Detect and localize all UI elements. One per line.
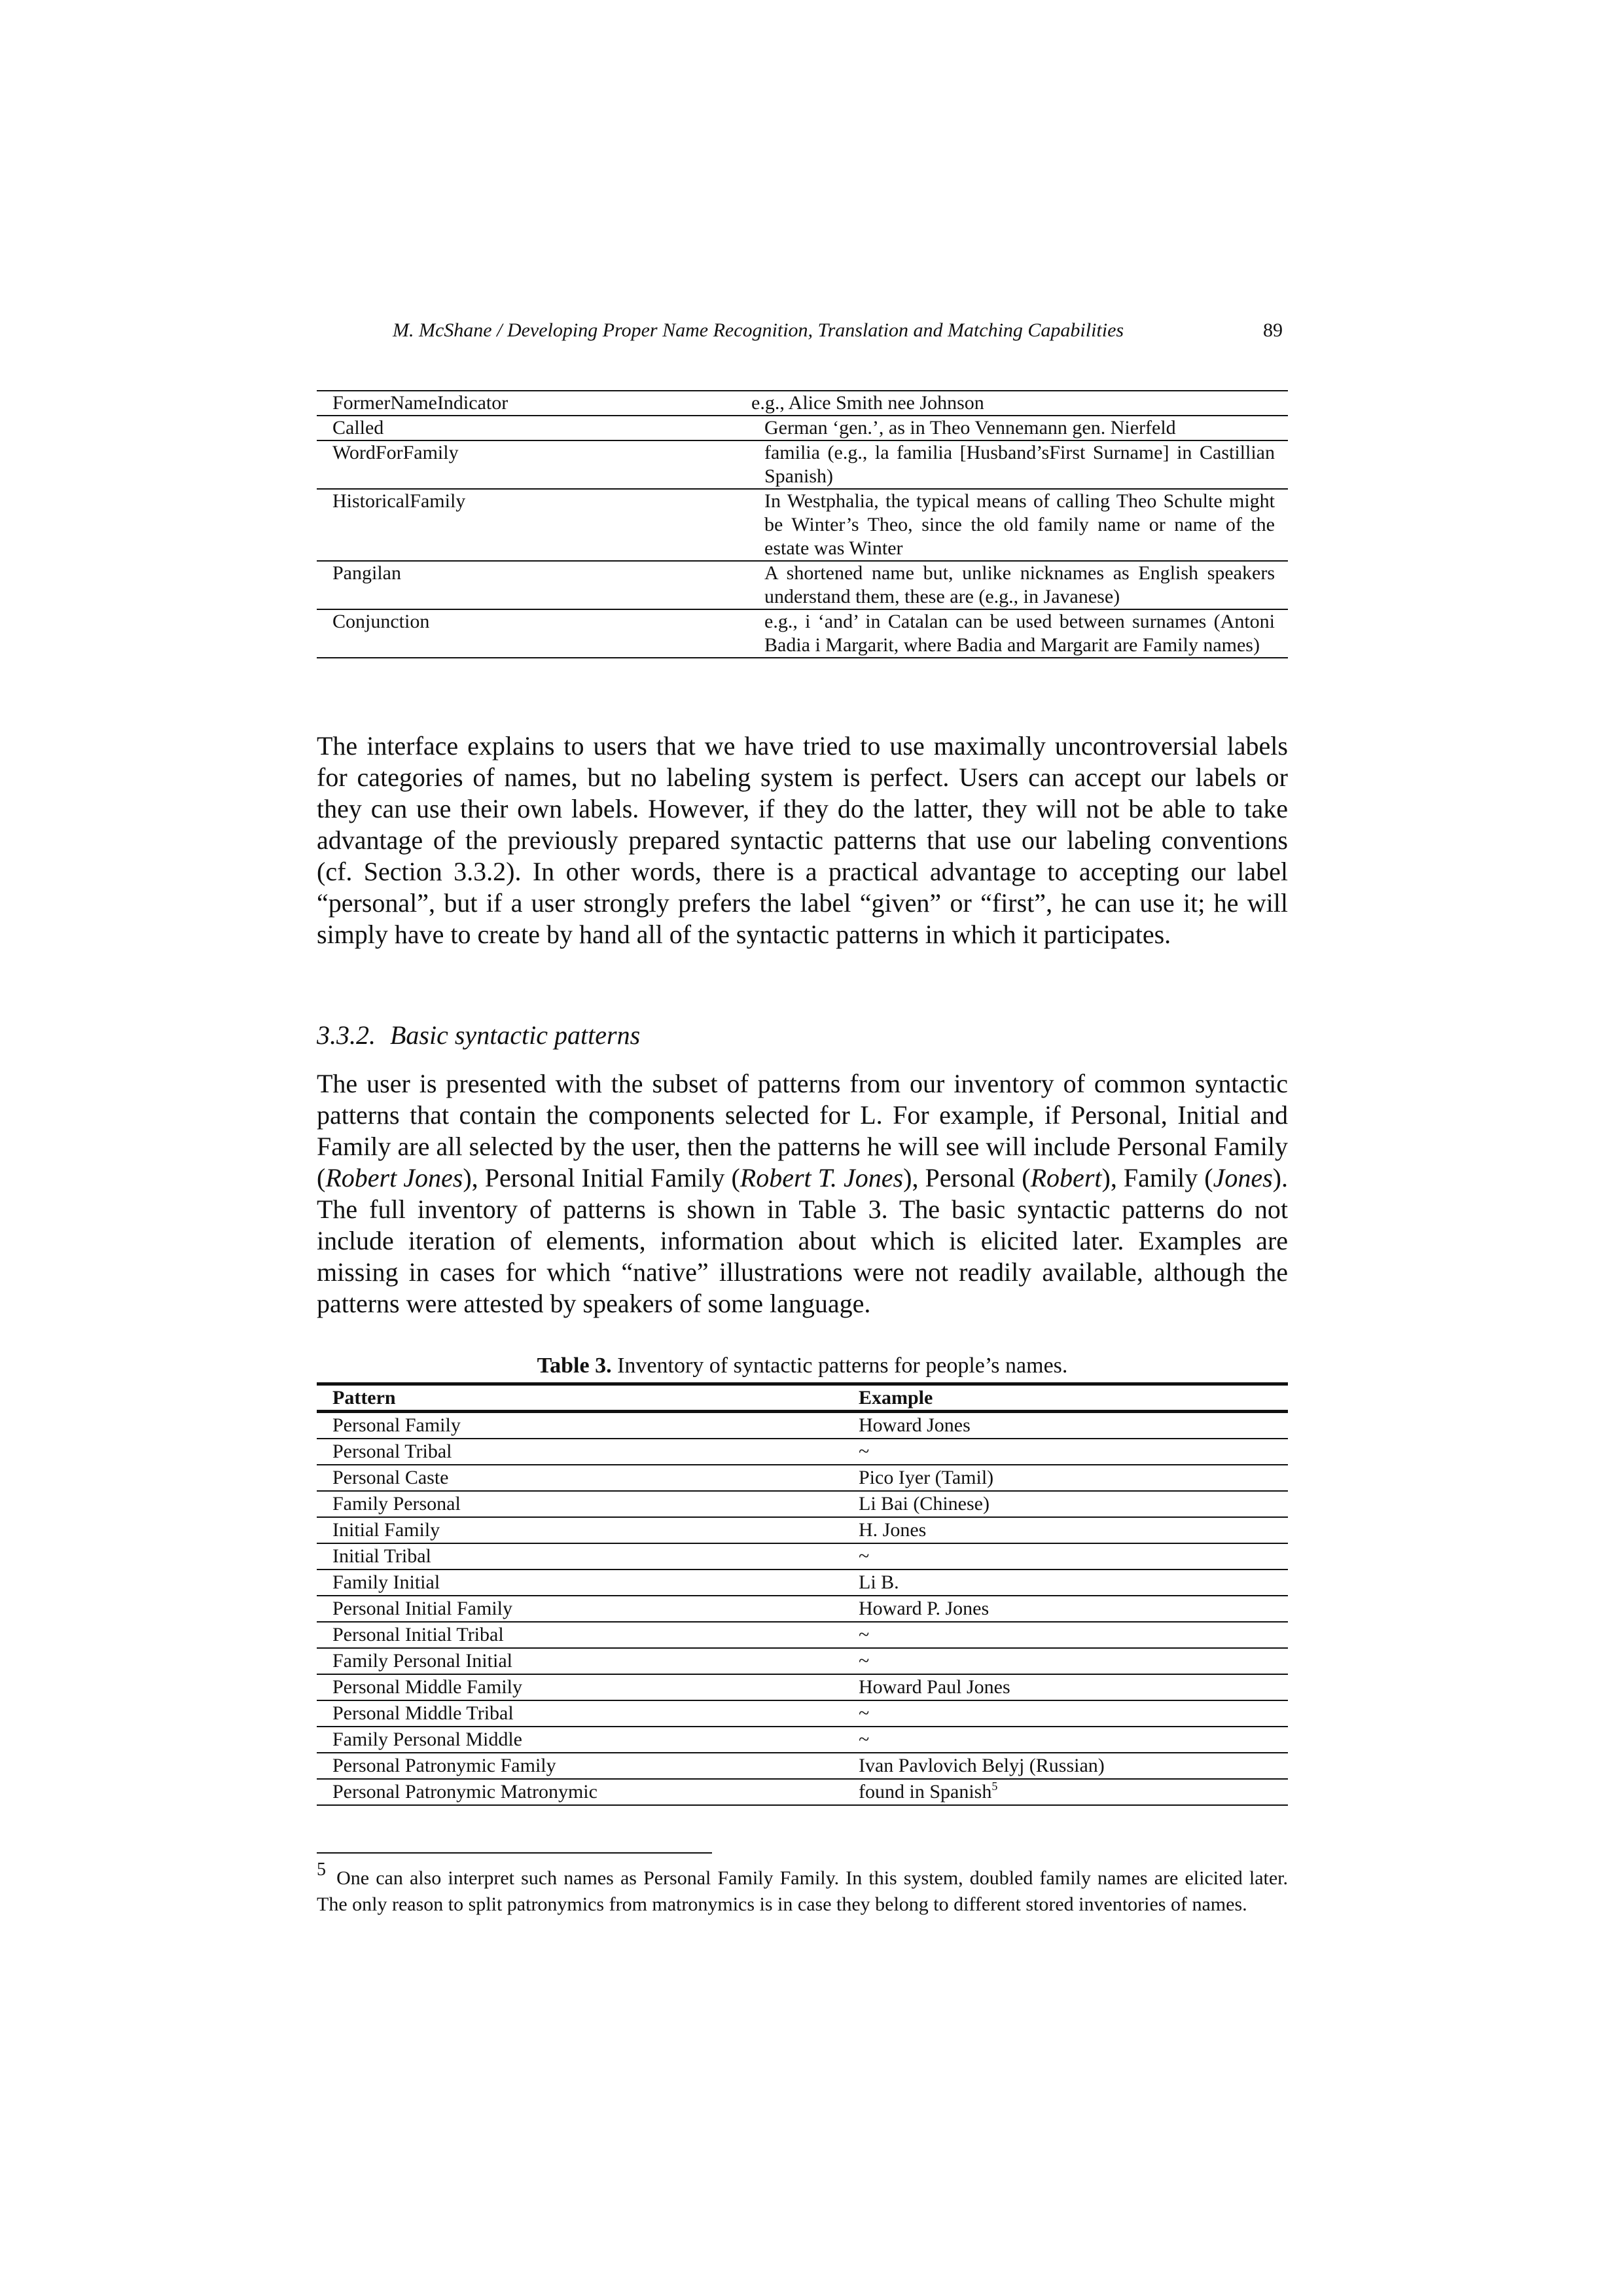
text-run: ), Family (	[1101, 1163, 1213, 1193]
component-description: German ‘gen.’, as in Theo Vennemann gen. Nierfeld	[725, 416, 1288, 440]
syntactic-patterns-table	[317, 1382, 1288, 1806]
example-text: found in Spanish	[859, 1781, 992, 1803]
text-run: The user is presented with the subset of patterns from our inventory of common syntactic patterns that contain the components selected for L. For example, if Personal, Initial and Family are all selected by the user, then the patterns he will see will include Personal Family (	[317, 1069, 1288, 1193]
table-row	[317, 609, 1288, 658]
pattern-cell: Personal Caste	[317, 1465, 843, 1491]
pattern-cell: Personal Middle Tribal	[317, 1700, 843, 1727]
pattern-cell: Initial Tribal	[317, 1543, 843, 1570]
component-name: FormerNameIndicator	[317, 391, 725, 416]
caption-label: Table 3.	[537, 1354, 612, 1378]
pattern-cell: Personal Middle Family	[317, 1674, 843, 1700]
table-row	[317, 1727, 1288, 1753]
example-name: Jones	[1213, 1163, 1273, 1193]
table-row	[317, 1700, 1288, 1727]
example-cell: ~	[843, 1727, 1288, 1753]
example-name: Robert Jones	[325, 1163, 463, 1193]
footnote-mark: 5	[317, 1859, 326, 1880]
example-cell: ~	[843, 1622, 1288, 1648]
table-row	[317, 1517, 1288, 1543]
table-row	[317, 391, 1288, 416]
table-row	[317, 1596, 1288, 1622]
table-row	[317, 416, 1288, 440]
footnote-divider	[317, 1852, 712, 1854]
example-cell: H. Jones	[843, 1517, 1288, 1543]
example-cell: Howard Jones	[843, 1412, 1288, 1439]
running-header	[393, 319, 1283, 342]
component-name: Called	[317, 416, 725, 440]
text-run: ), Personal Initial Family (	[463, 1163, 740, 1193]
paragraph-syntactic-patterns	[317, 1068, 1288, 1319]
example-cell: Howard P. Jones	[843, 1596, 1288, 1622]
pattern-cell: Family Personal Middle	[317, 1727, 843, 1753]
table-row	[317, 1439, 1288, 1465]
table-row	[317, 1543, 1288, 1570]
example-cell	[843, 1779, 1288, 1805]
pattern-cell: Personal Initial Tribal	[317, 1622, 843, 1648]
pattern-cell: Personal Family	[317, 1412, 843, 1439]
example-name: Robert T. Jones	[740, 1163, 904, 1193]
example-cell: Howard Paul Jones	[843, 1674, 1288, 1700]
example-cell: Li B.	[843, 1570, 1288, 1596]
pattern-cell: Personal Initial Family	[317, 1596, 843, 1622]
example-cell: Pico Iyer (Tamil)	[843, 1465, 1288, 1491]
column-header-example: Example	[843, 1384, 1288, 1412]
example-cell: Li Bai (Chinese)	[843, 1491, 1288, 1517]
table-row	[317, 1622, 1288, 1648]
table-row	[317, 1753, 1288, 1779]
column-header-pattern: Pattern	[317, 1384, 843, 1412]
table-row	[317, 1412, 1288, 1439]
component-name: Conjunction	[317, 609, 725, 658]
example-cell: ~	[843, 1700, 1288, 1727]
table-row	[317, 1491, 1288, 1517]
example-cell: ~	[843, 1543, 1288, 1570]
text-run: ), Personal (	[903, 1163, 1031, 1193]
table-row	[317, 440, 1288, 489]
text-run: ). The full inventory of patterns is shown in Table 3. The basic syntactic patterns do not include iteration of elements, information about which is elicited later. Examples are missing in cases for which “native” illustrations were not readily available, although the patterns were attested by speakers of some language.	[317, 1163, 1288, 1318]
table-header-row	[317, 1384, 1288, 1412]
footnote-text: One can also interpret such names as Personal Family Family. In this system, doubled family names are elicited later. The only reason to split patronymics from matronymics is in case they belong to different stored inventories of names.	[317, 1867, 1288, 1915]
pattern-cell: Personal Tribal	[317, 1439, 843, 1465]
table-caption	[317, 1354, 1288, 1378]
section-heading	[317, 1020, 640, 1050]
table-row	[317, 1570, 1288, 1596]
component-name: WordForFamily	[317, 440, 725, 489]
pattern-cell: Personal Patronymic Family	[317, 1753, 843, 1779]
component-description: e.g., Alice Smith nee Johnson	[725, 391, 1288, 416]
caption-text: Inventory of syntactic patterns for people’s names.	[611, 1354, 1068, 1378]
component-description: e.g., i ‘and’ in Catalan can be used between surnames (Antoni Badia i Margarit, where Badia and Margarit are Family names)	[725, 609, 1288, 658]
example-cell: Ivan Pavlovich Belyj (Russian)	[843, 1753, 1288, 1779]
running-title: M. McShane / Developing Proper Name Recognition, Translation and Matching Capabilities	[393, 319, 1124, 341]
section-number: 3.3.2.	[317, 1020, 376, 1050]
name-components-table	[317, 390, 1288, 658]
component-description: In Westphalia, the typical means of calling Theo Schulte might be Winter’s Theo, since the old family name or name of the estate was Winter	[725, 489, 1288, 561]
table-row	[317, 1674, 1288, 1700]
pattern-cell: Family Initial	[317, 1570, 843, 1596]
pattern-cell: Family Personal Initial	[317, 1648, 843, 1674]
component-name: Pangilan	[317, 561, 725, 609]
table-row	[317, 489, 1288, 561]
component-name: HistoricalFamily	[317, 489, 725, 561]
table-row	[317, 1779, 1288, 1805]
example-cell: ~	[843, 1648, 1288, 1674]
footnote	[317, 1859, 1288, 1918]
component-description: familia (e.g., la familia [Husband’sFirst Surname] in Castillian Spanish)	[725, 440, 1288, 489]
table-row	[317, 1465, 1288, 1491]
example-name: Robert	[1030, 1163, 1102, 1193]
example-cell: ~	[843, 1439, 1288, 1465]
footnote-reference[interactable]: 5	[991, 1780, 998, 1793]
section-title: Basic syntactic patterns	[390, 1020, 641, 1050]
paragraph-labels: The interface explains to users that we have tried to use maximally uncontroversial labels for categories of names, but no labeling system is perfect. Users can accept our labels or they can use their own labels. However, if they do the latter, they will not be able to take advantage of the previously prepared syntactic patterns that use our labeling conventions (cf. Section 3.3.2). In other words, there is a practical advantage to accepting our label “personal”, but if a user strongly prefers the label “given” or “first”, he can use it; he will simply have to create by hand all of the syntactic patterns in which it participates.	[317, 731, 1288, 949]
pattern-cell: Family Personal	[317, 1491, 843, 1517]
table-row	[317, 561, 1288, 609]
table-row	[317, 1648, 1288, 1674]
pattern-cell: Initial Family	[317, 1517, 843, 1543]
component-description: A shortened name but, unlike nicknames as English speakers understand them, these are (e.g., in Javanese)	[725, 561, 1288, 609]
pattern-cell: Personal Patronymic Matronymic	[317, 1779, 843, 1805]
page-number: 89	[1263, 319, 1283, 341]
